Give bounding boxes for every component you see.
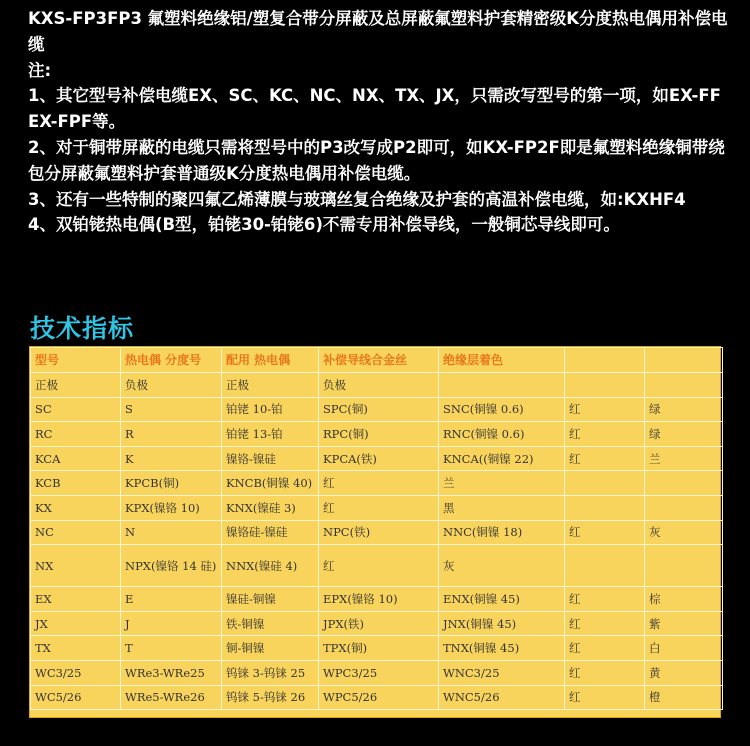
table-cell: NNX(镍硅 4) <box>222 545 319 587</box>
table-cell: 橙 <box>645 685 723 710</box>
spec-table <box>29 346 721 718</box>
table-cell: 兰 <box>439 471 565 496</box>
table-cell: WNC5/26 <box>439 685 565 710</box>
table-row <box>31 446 723 471</box>
header-cell <box>645 348 723 373</box>
table-row <box>31 587 723 612</box>
table-cell: KCB <box>31 471 121 496</box>
table-cell: 镍铬-镍硅 <box>222 446 319 471</box>
table-cell: KCA <box>31 446 121 471</box>
table-cell: 黑 <box>439 495 565 520</box>
table-cell: J <box>121 611 222 636</box>
table-cell: 红 <box>565 587 645 612</box>
table-cell: KPX(镍铬 10) <box>121 495 222 520</box>
table-cell: NPC(铁) <box>319 520 439 545</box>
table-cell: 红 <box>565 611 645 636</box>
table-cell <box>645 495 723 520</box>
table-cell: 绿 <box>645 397 723 422</box>
table-cell: 红 <box>319 495 439 520</box>
header-cell <box>565 348 645 373</box>
table-cell: 铂铑 10-铂 <box>222 397 319 422</box>
table-cell: 镍铬硅-镍硅 <box>222 520 319 545</box>
table-cell: T <box>121 636 222 661</box>
table-cell: NNC(铜镍 18) <box>439 520 565 545</box>
table-cell: KNCB(铜镍 40) <box>222 471 319 496</box>
table-cell: 红 <box>319 471 439 496</box>
note-label: 注: <box>28 60 52 80</box>
table-cell: R <box>121 422 222 447</box>
header-cell: 型号 <box>31 348 121 373</box>
table-cell: WRe3-WRe25 <box>121 660 222 685</box>
table-cell: RNC(铜镍 0.6) <box>439 422 565 447</box>
header-cell: 热电偶 分度号 <box>121 348 222 373</box>
table-cell: 钨铼 5-钨铼 26 <box>222 685 319 710</box>
table-cell <box>439 373 565 398</box>
table-cell: 黄 <box>645 660 723 685</box>
table-cell: JNX(铜镍 45) <box>439 611 565 636</box>
table-cell: 红 <box>565 422 645 447</box>
table-cell <box>645 373 723 398</box>
table-cell: WNC3/25 <box>439 660 565 685</box>
table-cell: E <box>121 587 222 612</box>
table-cell: 红 <box>565 397 645 422</box>
table-cell: JX <box>31 611 121 636</box>
table-row <box>31 520 723 545</box>
table-cell: KNCA((铜镍 22) <box>439 446 565 471</box>
table-cell: 绿 <box>645 422 723 447</box>
table-cell: S <box>121 397 222 422</box>
table-cell <box>565 373 645 398</box>
table-cell: WC3/25 <box>31 660 121 685</box>
table-cell: 红 <box>565 446 645 471</box>
table-cell: 紫 <box>645 611 723 636</box>
table-cell: NC <box>31 520 121 545</box>
table-row <box>31 397 723 422</box>
header-cell: 配用 热电偶 <box>222 348 319 373</box>
table-cell: 负极 <box>319 373 439 398</box>
table-cell <box>645 471 723 496</box>
table-cell: 正极 <box>31 373 121 398</box>
table-cell: 棕 <box>645 587 723 612</box>
table-cell: ENX(铜镍 45) <box>439 587 565 612</box>
table-row <box>31 422 723 447</box>
table-cell: TNX(铜镍 45) <box>439 636 565 661</box>
table-cell: K <box>121 446 222 471</box>
table-row <box>31 471 723 496</box>
table-cell: EPX(镍铬 10) <box>319 587 439 612</box>
table-cell: 负极 <box>121 373 222 398</box>
table-cell: EX <box>31 587 121 612</box>
table-cell: 红 <box>565 520 645 545</box>
table-header-row <box>31 348 723 373</box>
table-cell: NX <box>31 545 121 587</box>
table-cell: KX <box>31 495 121 520</box>
table-cell: WPC3/25 <box>319 660 439 685</box>
table-cell: 铂铑 13-铂 <box>222 422 319 447</box>
table-cell <box>565 495 645 520</box>
table-cell: RPC(铜) <box>319 422 439 447</box>
table-cell <box>565 471 645 496</box>
table-cell: WRe5-WRe26 <box>121 685 222 710</box>
product-title: KXS-FP3FP3 氟塑料绝缘铝/塑复合带分屏蔽及总屏蔽氟塑料护套精密级K分度热电偶用补偿电缆 <box>28 9 728 54</box>
table-cell: 红 <box>319 545 439 587</box>
table-cell: 钨铼 3-钨铼 25 <box>222 660 319 685</box>
table-row <box>31 545 723 587</box>
header-cell: 补偿导线合金丝 <box>319 348 439 373</box>
table-cell: 白 <box>645 636 723 661</box>
table-cell: JPX(铁) <box>319 611 439 636</box>
table-cell: 铜-铜镍 <box>222 636 319 661</box>
table-cell: 灰 <box>645 520 723 545</box>
table-cell: N <box>121 520 222 545</box>
note-4: 4、双铂铑热电偶(B型，铂铑30-铂铑6)不需专用补偿导线，一般铜芯导线即可。 <box>28 215 620 235</box>
table-cell: 灰 <box>439 545 565 587</box>
table-cell: KNX(镍硅 3) <box>222 495 319 520</box>
intro-notes <box>28 6 740 238</box>
header-cell: 绝缘层着色 <box>439 348 565 373</box>
table-cell: 镍硅-铜镍 <box>222 587 319 612</box>
table-row <box>31 373 723 398</box>
table-cell: 正极 <box>222 373 319 398</box>
table-cell: WPC5/26 <box>319 685 439 710</box>
table-cell: KPCB(铜) <box>121 471 222 496</box>
note-2: 2、对于铜带屏蔽的电缆只需将型号中的P3改写成P2即可，如KX-FP2F即是氟塑料绝缘铜带绕包分屏蔽氟塑料护套普通级K分度热电偶用补偿电缆。 <box>28 137 725 183</box>
table-cell: TX <box>31 636 121 661</box>
table-cell: KPCA(铁) <box>319 446 439 471</box>
table-row <box>31 660 723 685</box>
note-3: 3、还有一些特制的聚四氟乙烯薄膜与玻璃丝复合绝缘及护套的高温补偿电缆，如:KXHF4 <box>28 189 686 209</box>
section-heading: 技术指标 <box>30 314 135 343</box>
table-cell: RC <box>31 422 121 447</box>
table-cell: SPC(铜) <box>319 397 439 422</box>
table-cell: TPX(铜) <box>319 636 439 661</box>
table-cell: 红 <box>565 660 645 685</box>
table-cell <box>645 545 723 587</box>
table-cell: 兰 <box>645 446 723 471</box>
table-cell: 红 <box>565 685 645 710</box>
table-cell: 红 <box>565 636 645 661</box>
table-row <box>31 636 723 661</box>
table-cell: SC <box>31 397 121 422</box>
table-cell <box>565 545 645 587</box>
table-row <box>31 495 723 520</box>
table-cell: WC5/26 <box>31 685 121 710</box>
table-cell: SNC(铜镍 0.6) <box>439 397 565 422</box>
table-row <box>31 685 723 710</box>
table-cell: 铁-铜镍 <box>222 611 319 636</box>
table-row <box>31 611 723 636</box>
table-cell: NPX(镍铬 14 硅) <box>121 545 222 587</box>
note-1: 1、其它型号补偿电缆EX、SC、KC、NC、NX、TX、JX，只需改写型号的第一项，如EX-FF EX-FPF等。 <box>28 86 721 132</box>
